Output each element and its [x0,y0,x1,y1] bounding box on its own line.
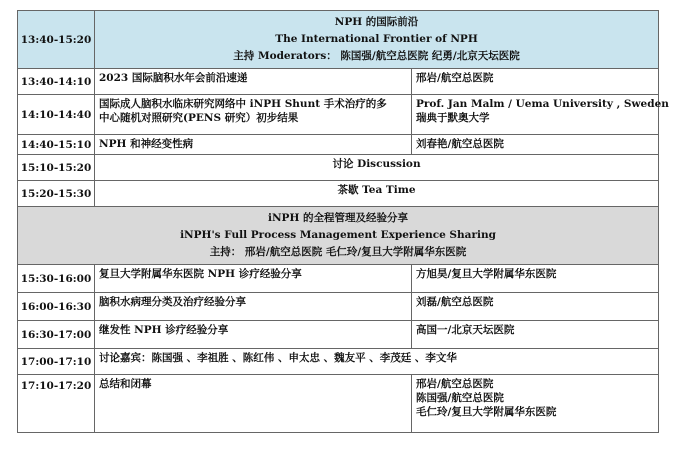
row-topic [95,155,659,181]
table-row [18,69,659,95]
row-time: 16:30-17:00 [18,321,95,349]
section-title-cell [18,207,659,265]
section-time: 13:40-15:20 [18,11,95,69]
row-topic [95,349,659,375]
topic-line: 总结和闭幕 [99,378,152,390]
row-speaker [412,321,659,349]
section-moderators: 主持 Moderators： 陈国强/航空总医院 纪勇/北京天坛医院 [233,50,520,62]
speaker-line: 邢岩/航空总医院 [416,72,494,84]
table-row [18,181,659,207]
section-title-cell [95,11,659,69]
topic-line: 讨论 Discussion [332,158,421,170]
topic-line: NPH 和神经变性病 [99,138,194,150]
row-time: 14:10-14:40 [18,95,95,135]
topic-line: 2023 国际脑积水年会前沿速递 [99,72,248,84]
row-topic [95,69,412,95]
speaker-line: 刘磊/航空总医院 [416,296,494,308]
row-time: 15:20-15:30 [18,181,95,207]
speaker-line: 瑞典于默奥大学 [416,112,490,124]
row-time: 17:10-17:20 [18,375,95,433]
row-time: 13:40-14:10 [18,69,95,95]
topic-line: 茶歇 Tea Time [337,184,416,196]
section-title-cn: NPH 的国际前沿 [334,16,419,28]
speaker-line: 毛仁玲/复旦大学附属华东医院 [416,406,557,418]
topic-line: 脑积水病理分类及治疗经验分享 [99,296,246,308]
topic-line: 国际成人脑积水临床研究网络中 iNPH Shunt 手术治疗的多 [99,98,387,110]
section-title-en: iNPH's Full Process Management Experience Sharing [180,229,496,241]
table-row [18,349,659,375]
row-speaker [412,69,659,95]
row-time: 16:00-16:30 [18,293,95,321]
section-moderators: 主持： 邢岩/航空总医院 毛仁玲/复旦大学附属华东医院 [209,246,467,258]
speaker-line: 高国一/北京天坛医院 [416,324,515,336]
row-time: 17:00-17:10 [18,349,95,375]
row-speaker [412,95,669,135]
topic-line: 复旦大学附属华东医院 NPH 诊疗经验分享 [99,268,302,280]
topic-line: 讨论嘉宾：陈国强 、李祖胜 、陈红伟 、申太忠 、魏友平 、李茂廷 、李文华 [99,352,457,364]
row-topic [95,95,412,135]
table-row [18,293,659,321]
row-topic [95,265,412,293]
table-row [18,375,659,433]
row-topic [95,293,412,321]
speaker-line: 刘春艳/航空总医院 [416,138,504,150]
table-row [18,321,659,349]
topic-line: 继发性 NPH 诊疗经验分享 [99,324,229,336]
topic-line: 中心随机对照研究(PENS 研究）初步结果 [99,112,299,124]
schedule-table [17,10,669,433]
row-topic [95,321,412,349]
schedule-document [17,10,669,433]
speaker-line: Prof. Jan Malm / Uema University , Sweden [416,98,669,110]
row-topic [95,375,412,433]
row-speaker [412,293,659,321]
speaker-line: 邢岩/航空总医院 [416,378,494,390]
row-speaker [412,265,659,293]
section-header-inph-management [18,207,659,265]
row-topic [95,181,659,207]
table-row [18,265,659,293]
section-header-nph-frontier [18,11,659,69]
table-row [18,95,659,135]
section-title-en: The International Frontier of NPH [275,33,478,45]
table-row [18,155,659,181]
row-topic [95,135,412,155]
row-speaker [412,135,659,155]
row-time: 15:30-16:00 [18,265,95,293]
row-speaker [412,375,659,433]
table-row [18,135,659,155]
section-title-cn: iNPH 的全程管理及经验分享 [267,212,409,224]
speaker-line: 陈国强/航空总医院 [416,392,504,404]
speaker-line: 方旭昊/复旦大学附属华东医院 [416,268,557,280]
row-time: 15:10-15:20 [18,155,95,181]
row-time: 14:40-15:10 [18,135,95,155]
